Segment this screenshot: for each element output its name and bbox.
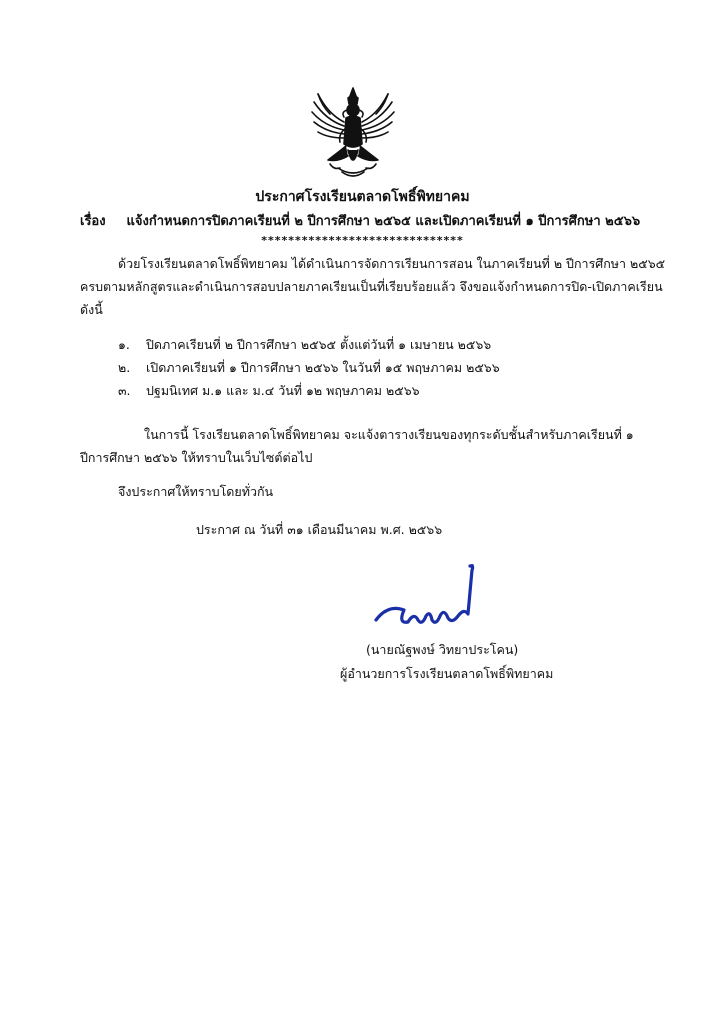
list-item-number: ๓. [118, 383, 131, 398]
schedule-list [118, 333, 500, 402]
list-item [118, 333, 500, 356]
intro-line-3: ดังนี้ [80, 302, 103, 317]
signer-title: ผู้อำนวยการโรงเรียนตลาดโพธิ์พิทยาคม [340, 666, 554, 681]
signer-name: (นายณัฐพงษ์ วิทยาประโคน) [366, 642, 519, 657]
signature-icon [368, 560, 488, 640]
timetable-line-2: ปีการศึกษา ๒๕๖๖ ให้ทราบในเว็บไซต์ต่อไป [80, 450, 313, 465]
list-item [118, 379, 500, 402]
timetable-line-1: ในการนี้ โรงเรียนตลาดโพธิ์พิทยาคม จะแจ้งตารางเรียนของทุกระดับชั้นสำหรับภาคเรียนที่ ๑ [144, 427, 634, 442]
list-item-number: ๒. [118, 360, 131, 375]
timetable-paragraph [80, 423, 634, 469]
intro-line-2: ครบตามหลักสูตรและดำเนินการสอบปลายภาคเรียนเป็นที่เรียบร้อยแล้ว จึงขอแจ้งกำหนดการปิด-เปิดภาคเรียน [80, 279, 663, 294]
intro-paragraph [80, 252, 680, 321]
garuda-emblem-icon [308, 84, 398, 180]
list-item [118, 356, 500, 379]
list-item-text: ปฐมนิเทศ ม.๑ และ ม.๔ วันที่ ๑๒ พฤษภาคม ๒๕๖๖ [145, 383, 420, 398]
closing-paragraph: จึงประกาศให้ทราบโดยทั่วกัน [118, 484, 274, 499]
intro-line-1: ด้วยโรงเรียนตลาดโพธิ์พิทยาคม ได้ดำเนินการจัดการเรียนการสอน ในภาคเรียนที่ ๒ ปีการศึกษา ๒๕๖๕ [118, 256, 666, 271]
subject-text: แจ้งกำหนดการปิดภาคเรียนที่ ๒ ปีการศึกษา ๒๕๖๕ และเปิดภาคเรียนที่ ๑ ปีการศึกษา ๒๕๖๖ [126, 214, 641, 229]
subject-label: เรื่อง [80, 214, 106, 229]
list-item-text: เปิดภาคเรียนที่ ๑ ปีการศึกษา ๒๕๖๖ ในวันที่ ๑๕ พฤษภาคม ๒๕๖๖ [145, 360, 500, 375]
subject-line [80, 210, 680, 231]
document-title: ประกาศโรงเรียนตลาดโพธิ์พิทยาคม [255, 189, 470, 205]
list-item-text: ปิดภาคเรียนที่ ๒ ปีการศึกษา ๒๕๖๕ ตั้งแต่วันที่ ๑ เมษายน ๒๕๖๖ [145, 337, 492, 352]
list-item-number: ๑. [118, 337, 130, 352]
star-divider: ****************************** [261, 234, 464, 247]
announce-date: ประกาศ ณ วันที่ ๓๑ เดือนมีนาคม พ.ศ. ๒๕๖๖ [196, 522, 443, 537]
